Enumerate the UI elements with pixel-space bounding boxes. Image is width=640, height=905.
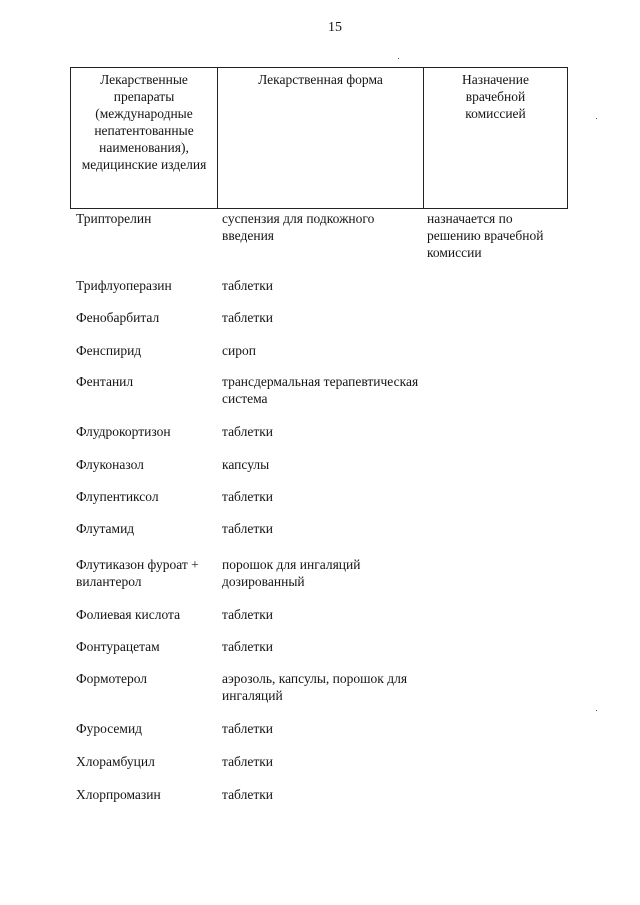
drug-name: Трипторелин [76, 211, 152, 226]
drug-name: Трифлуоперазин [76, 278, 172, 293]
scan-speck [596, 118, 597, 119]
dosage-form: таблетки [222, 754, 274, 769]
dosage-form: таблетки [222, 721, 274, 736]
drug-name: Флуконазол [76, 457, 144, 472]
table-header [70, 67, 568, 209]
dosage-form: таблетки [222, 424, 274, 439]
drug-name: Хлорамбуцил [76, 754, 155, 769]
dosage-form: трансдермальная терапевтическая система [222, 374, 419, 406]
drug-name: Фенспирид [76, 343, 142, 358]
dosage-form: таблетки [222, 278, 274, 293]
drug-name: Фуросемид [76, 721, 143, 736]
drug-name: Фентанил [76, 374, 134, 389]
drug-name: Фонтурацетам [76, 639, 160, 654]
dosage-form: таблетки [222, 607, 274, 622]
dosage-form: аэрозоль, капсулы, порошок для ингаляций [222, 671, 408, 703]
dosage-form: суспензия для подкожного введения [222, 211, 375, 243]
drug-name: Флутамид [76, 521, 135, 536]
dosage-form: таблетки [222, 639, 274, 654]
commission-note: назначается по решению врачебной комиссии [427, 211, 544, 260]
drug-name: Формотерол [76, 671, 148, 686]
scan-speck [596, 710, 597, 711]
drug-name: Флудрокортизон [76, 424, 171, 439]
drug-name: Фенобарбитал [76, 310, 160, 325]
dosage-form: сироп [222, 343, 256, 358]
header-commission: Назначение врачебной комиссией [462, 72, 529, 121]
dosage-form: таблетки [222, 489, 274, 504]
dosage-form: капсулы [222, 457, 270, 472]
dosage-form: таблетки [222, 310, 274, 325]
scan-speck [398, 58, 399, 59]
dosage-form: таблетки [222, 787, 274, 802]
drug-name: Фолиевая кислота [76, 607, 181, 622]
header-dosage-form: Лекарственная форма [218, 68, 424, 208]
header-drugs: Лекарственные препараты (международные непатентованные наименования), медицинские изделия [71, 68, 218, 208]
dosage-form: таблетки [222, 521, 274, 536]
drug-name: Флутиказон фуроат + вилантерол [76, 557, 199, 589]
page-number: 15 [328, 20, 342, 35]
drug-name: Хлорпромазин [76, 787, 161, 802]
dosage-form: порошок для ингаляций дозированный [222, 557, 361, 589]
drug-name: Флупентиксол [76, 489, 159, 504]
